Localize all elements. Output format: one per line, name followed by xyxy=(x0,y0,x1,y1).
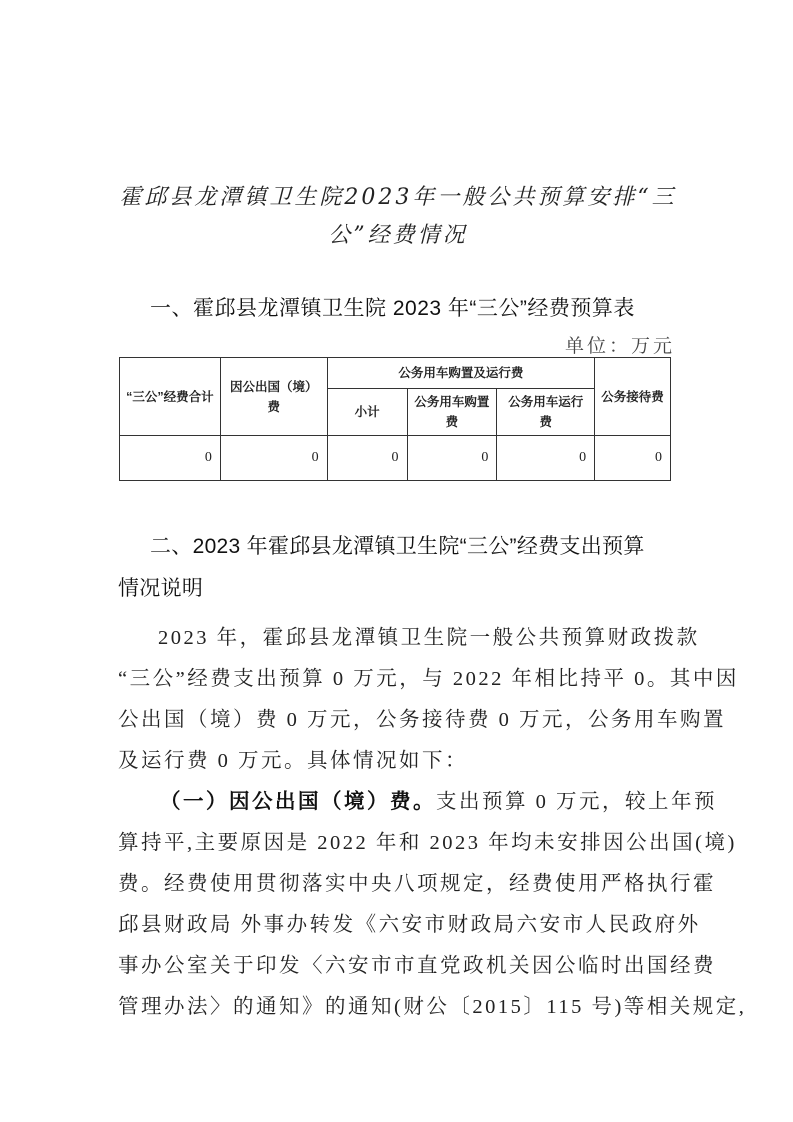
header-vehicle-group: 公务用车购置及运行费 xyxy=(327,358,594,389)
paragraph-line: 费。经费使用贯彻落实中央八项规定，经费使用严格执行霍 xyxy=(118,873,716,895)
paragraph-line: 公出国（境）费 0 万元，公务接待费 0 万元，公务用车购置 xyxy=(118,709,726,731)
header-vehicle-operation: 公务用车运行费 xyxy=(497,389,595,436)
header-overseas: 因公出国（境）费 xyxy=(220,358,327,436)
document-title-line2: 公”经费情况 xyxy=(328,223,468,248)
paragraph-line xyxy=(160,790,720,814)
value-reception: 0 xyxy=(595,436,671,481)
unit-label: 单位：万元 xyxy=(564,336,675,357)
paragraph-line: “三公”经费支出预算 0 万元，与 2022 年相比持平 0。其中因 xyxy=(118,668,739,690)
paragraph-line: 事办公室关于印发〈六安市市直党政机关因公临时出国经费 xyxy=(118,955,716,977)
value-total: 0 xyxy=(120,436,221,481)
value-overseas: 0 xyxy=(220,436,327,481)
section2-heading-line1: 二、2023 年霍邱县龙潭镇卫生院“三公”经费支出预算 xyxy=(150,535,645,558)
header-vehicle-subtotal: 小计 xyxy=(327,389,407,436)
paragraph-text: 支出预算 0 万元，较上年预 xyxy=(436,791,717,813)
section1-heading: 一、霍邱县龙潭镇卫生院 2023 年“三公”经费预算表 xyxy=(150,297,635,320)
header-reception: 公务接待费 xyxy=(595,358,671,436)
section2-heading-line2: 情况说明 xyxy=(118,577,204,600)
paragraph-line: 2023 年，霍邱县龙潭镇卫生院一般公共预算财政拨款 xyxy=(158,627,700,649)
subsection-heading-overseas: （一）因公出国（境）费。 xyxy=(160,791,436,813)
value-vehicle-operation: 0 xyxy=(497,436,595,481)
table-header-row xyxy=(120,358,671,389)
table-row xyxy=(120,436,671,481)
value-vehicle-subtotal: 0 xyxy=(327,436,407,481)
value-vehicle-purchase: 0 xyxy=(407,436,497,481)
three-public-budget-table xyxy=(119,357,671,481)
header-vehicle-purchase: 公务用车购置费 xyxy=(407,389,497,436)
paragraph-line: 算持平,主要原因是 2022 年和 2023 年均未安排因公出国(境) xyxy=(118,832,737,854)
document-title-line1: 霍邱县龙潭镇卫生院2023年一般公共预算安排“三 xyxy=(119,185,677,210)
header-total: “三公”经费合计 xyxy=(120,358,221,436)
paragraph-line: 及运行费 0 万元。具体情况如下： xyxy=(118,750,468,772)
paragraph-line: 管理办法〉的通知》的通知(财公〔2015〕115 号)等相关规定, xyxy=(118,996,747,1018)
paragraph-line: 邱县财政局 外事办转发《六安市财政局六安市人民政府外 xyxy=(118,914,701,936)
